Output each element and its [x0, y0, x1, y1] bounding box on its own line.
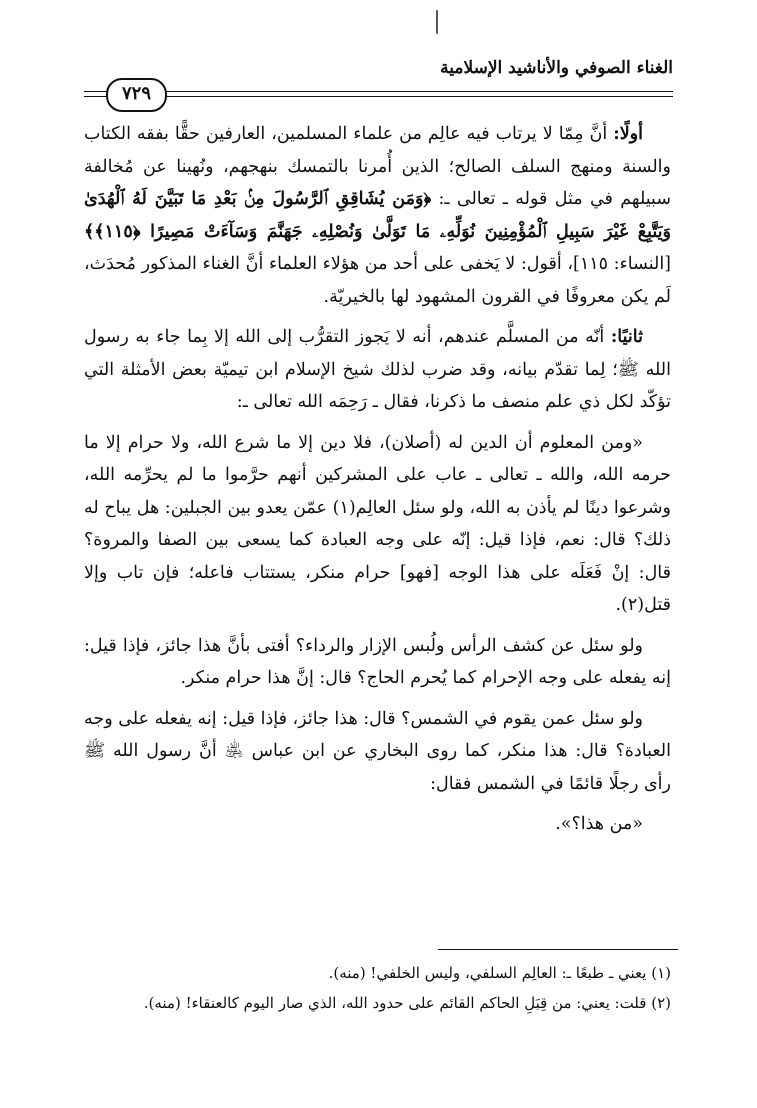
- running-title: الغناء الصوفي والأناشيد الإسلامية: [440, 58, 673, 78]
- paragraph-lead: أولًا:: [613, 124, 643, 144]
- footnotes: [84, 958, 671, 1018]
- quote-paragraph: ولو سئل عن كشف الرأس ولُبس الإزار والرداء؟ أفتى بأنَّ هذا جائز، فإذا قيل: إنه يفعله على وجه الإحرام كما يُحرم الحاج؟ قال: إنَّ هذا حرام منكر.: [84, 635, 671, 688]
- paragraph-text: [النساء: ١١٥]، أقول: لا يَخفى على أحد من هؤلاء العلماء أنَّ الغناء المذكور مُحدَث، لَم يكن معروفًا في القرون المشهود لها بالخيريّة.: [84, 254, 672, 307]
- footnote: (١) يعني ـ طبعًا ـ: العالِم السلفي، وليس الخلفي! (منه).: [328, 964, 671, 982]
- paragraph-lead: ثانيًا:: [610, 327, 643, 347]
- quran-verse: ﴿وَمَن يُشَاقِقِ ٱلرَّسُولَ مِنۢ بَعْدِ مَا تَبَيَّنَ لَهُ ٱلْهُدَىٰ وَيَتَّبِعْ غَيْرَ سَبِيلِ ٱلْمُؤْمِنِينَ نُوَلِّهِۦ مَا تَوَلَّىٰ وَنُصْلِهِۦ جَهَنَّمَ وَسَآءَتْ مَصِيرًا ﴿١١٥﴾﴾: [84, 189, 671, 242]
- paragraph-first: [84, 118, 671, 313]
- page-number: ٧٢٩: [106, 78, 167, 112]
- footnote-rule: [438, 949, 678, 950]
- paragraph-text: أنّه من المسلَّم عندهم، أنه لا يَجوز التقرُّب إلى الله إلا بِما جاء به رسول الله ﷺ؛ لِما تقدّم بيانه، وقد ضرب لذلك شيخ الإسلام ابن تيميّة بعض الأمثلة التي تؤكّد لكل ذي علم منصف ما ذكرنا، فقال ـ رَحِمَه الله تعالى ـ:: [84, 327, 671, 412]
- paragraph-second: [84, 321, 671, 419]
- header-rule: [84, 91, 673, 97]
- paragraph-text: أنَّ مِمّا لا يرتاب فيه عالِم من علماء المسلمين، العارفين حقًّا بفقه الكتاب والسنة ومنهج السلف الصالح؛ الذين أُمرنا بالتمسك بنهجهم، ونُهينا عن مُخالفة سبيلهم في مثل قوله ـ تعالى ـ:: [84, 124, 671, 209]
- quote-paragraph: «من هذا؟».: [555, 814, 643, 834]
- top-scan-mark: [436, 10, 438, 34]
- body-text: [84, 118, 671, 849]
- quote-paragraph: «ومن المعلوم أن الدين له (أصلان)، فلا دين إلا ما شرع الله، ولا حرام إلا ما حرمه الله، والله ـ تعالى ـ عاب على المشركين أنهم حرَّموا ما لم يحرِّمه الله، وشرعوا دينًا لم يأذن به الله، ولو سئل العالِم(١) عمّن يعدو بين الجبلين: هل يباح له ذلك؟ قال: نعم، فإذا قيل: إنّه على وجه العبادة كما يسعى بين الصفا والمروة؟ قال: إنْ فَعَلَه على هذا الوجه [فهو] حرام منكر، يستتاب فاعله؛ فإن تاب وإلا قتل(٢).: [84, 432, 671, 615]
- quote-paragraph: ولو سئل عمن يقوم في الشمس؟ قال: هذا جائز، فإذا قيل: إنه يفعله على وجه العبادة؟ قال: هذا منكر، كما روى البخاري عن ابن عباس ﵁ أنَّ رسول الله ﷺ رأى رجلًا قائمًا في الشمس فقال:: [84, 708, 671, 794]
- footnote: (٢) قلت: يعني: من قِبَلِ الحاكم القائم على حدود الله، الذي صار اليوم كالعنقاء! (منه).: [143, 994, 671, 1012]
